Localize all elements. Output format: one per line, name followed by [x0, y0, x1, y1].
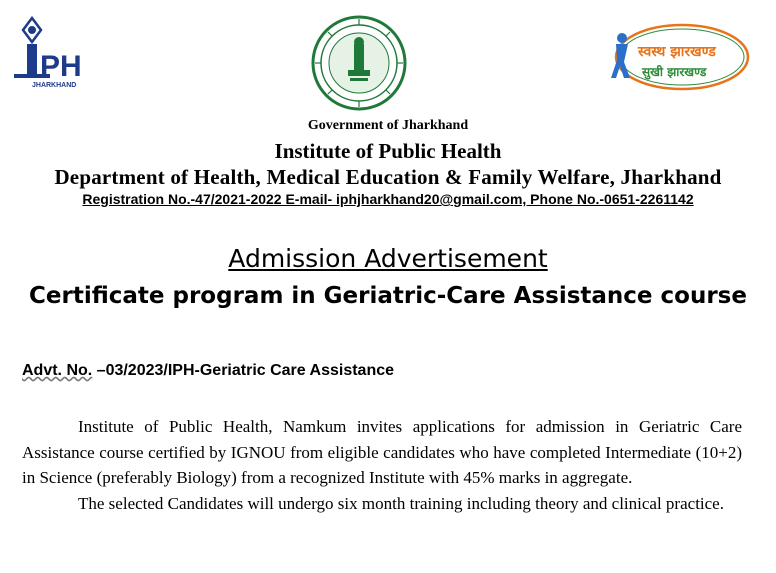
body-paragraph: Institute of Public Health, Namkum invites applications for admission in Geriatric Care Assistance course certified by IGNOU from eligible candidates who have completed Intermediate (10+2) in Science (preferably Biology) from a recognized Institute with 45% marks in aggregate. [22, 417, 742, 487]
advertisement-number [22, 362, 394, 380]
swasth-jharkhand-logo [608, 22, 750, 92]
body-paragraph: The selected Candidates will undergo six month training including theory and clinical practice. [78, 493, 724, 513]
advertisement-subtitle: Certificate program in Geriatric-Care Assistance course [29, 283, 747, 309]
advt-number-label: Advt. No. [22, 362, 93, 379]
advertisement-title: Admission Advertisement [228, 244, 548, 273]
government-label: Government of Jharkhand [307, 118, 469, 133]
iph-logo-text: PH [40, 50, 82, 83]
registration-line: Registration No.-47/2021-2022 E-mail- iphjharkhand20@gmail.com, Phone No.-0651-2261142 [82, 191, 694, 207]
institute-name: Institute of Public Health [274, 139, 502, 163]
iph-logo [10, 16, 110, 88]
swasth-line1: स्वस्थ झारखण्ड [638, 44, 716, 60]
swasth-line2: सुखी झारखण्ड [642, 65, 707, 79]
department-name: Department of Health, Medical Education & Family Welfare, Jharkhand [54, 165, 722, 189]
iph-logo-icon [10, 16, 110, 88]
jharkhand-govt-seal [310, 14, 408, 112]
swasth-jharkhand-logo-icon [608, 22, 750, 92]
advertisement-body [22, 414, 742, 516]
jharkhand-govt-seal-icon [310, 14, 408, 112]
iph-logo-subtext: JHARKHAND [32, 82, 77, 88]
advt-number-value: –03/2023/IPH-Geriatric Care Assistance [92, 362, 395, 379]
